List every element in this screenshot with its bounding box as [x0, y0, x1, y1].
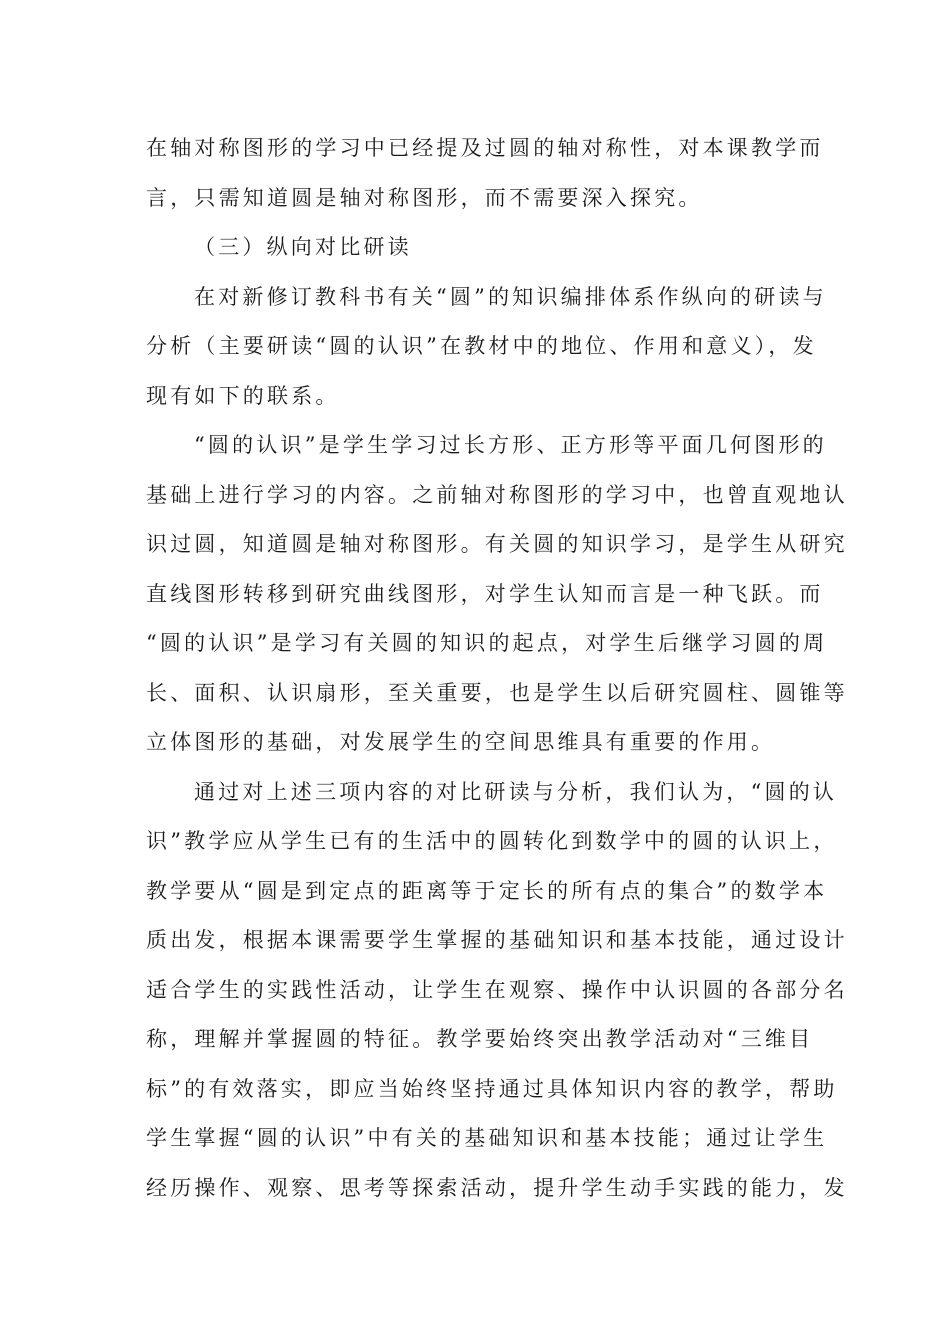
text-line: 教学要从“圆是到定点的距离等于定长的所有点的集合”的数学本: [146, 878, 828, 903]
text-line: “圆的认识”是学生学习过长方形、正方形等平面几何图形的: [194, 433, 827, 457]
paragraph: [146, 421, 848, 768]
text-line: 识过圆，知道圆是轴对称图形。有关圆的知识学习，是学生从研究: [146, 532, 848, 556]
text-line: 经历操作、观察、思考等探索活动，提升学生动手实践的能力，发: [146, 1175, 848, 1200]
text-line: 直线图形转移到研究曲线图形，对学生认知而言是一种飞跃。而: [146, 581, 824, 606]
text-line: 言，只需知道圆是轴对称图形，而不需要深入探究。: [146, 185, 703, 210]
text-line: 称，理解并掌握圆的特征。教学要始终突出教学活动对“三维目: [146, 1027, 814, 1051]
paragraph: [146, 273, 827, 422]
text-line: 在对新修订教科书有关“圆”的知识编排体系作纵向的研读与: [194, 284, 827, 309]
text-line: 识”教学应从学生已有的生活中的圆转化到数学中的圆的认识上，: [146, 829, 838, 853]
paragraph: [146, 768, 848, 1214]
paragraph-continuation: [146, 124, 824, 223]
section-heading: [146, 223, 806, 273]
text-line: 适合学生的实践性活动，让学生在观察、操作中认识圆的各部分名: [146, 977, 848, 1002]
text-line: 在轴对称图形的学习中已经提及过圆的轴对称性，对本课教学而: [146, 136, 824, 160]
text-line: 标”的有效落实，即应当始终坚持通过具体知识内容的教学，帮助: [146, 1076, 838, 1101]
heading-text: （三）纵向对比研读: [194, 235, 412, 259]
text-line: 现有如下的联系。: [146, 383, 340, 408]
text-line: 分析（主要研读“圆的认识”在教材中的地位、作用和意义），发: [146, 334, 817, 358]
text-line: 通过对上述三项内容的对比研读与分析，我们认为，“圆的认: [194, 779, 838, 804]
text-line: 质出发，根据本课需要学生掌握的基础知识和基本技能，通过设计: [146, 928, 848, 952]
text-line: 立体图形的基础，对发展学生的空间思维具有重要的作用。: [146, 730, 776, 754]
document-body: [146, 124, 848, 1213]
text-line: 学生掌握“圆的认识”中有关的基础知识和基本技能；通过让学生: [146, 1126, 828, 1150]
text-line: “圆的认识”是学习有关圆的知识的起点，对学生后继学习圆的周: [146, 631, 828, 655]
text-line: 长、面积、认识扇形，至关重要，也是学生以后研究圆柱、圆锥等: [146, 680, 848, 705]
text-line: 基础上进行学习的内容。之前轴对称图形的学习中，也曾直观地认: [146, 482, 848, 507]
